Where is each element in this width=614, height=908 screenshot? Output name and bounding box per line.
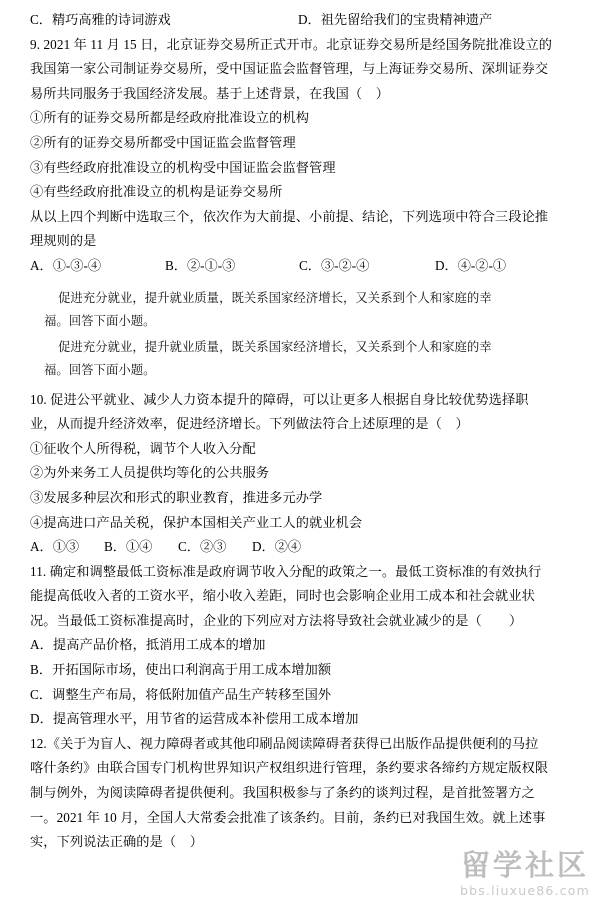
question-10-option-c: C．②③ (178, 539, 227, 555)
question-9-option-c: C．③-②-④ (299, 257, 370, 273)
watermark-title: 留学社区 (460, 848, 589, 882)
question-9-options (30, 254, 586, 279)
question-11-stem-line-2: 能提高低收入者的工资水平，缩小收入差距，同时也会影响企业用工成本和社会就业状 (30, 588, 535, 604)
question-11-option-b: B．开拓国际市场，使出口利润高于用工成本增加额 (30, 662, 332, 678)
question-9-option-d: D．④-②-① (435, 257, 507, 273)
question-9-option-a: A．①-③-④ (30, 257, 102, 273)
question-9-stem-line-5: 理规则的是 (30, 233, 97, 249)
question-10-option-a: A．①③ (30, 539, 80, 555)
watermark (450, 849, 600, 898)
question-10-stem-line-2: 业，从而提升经济效率，促进经济增长。下列做法符合上述原理的是（ ） (30, 416, 469, 432)
material-note-1-line-1: 促进充分就业，提升就业质量，既关系国家经济增长，又关系到个人和家庭的幸 (58, 289, 492, 305)
question-9-item-3: ③有些经政府批准设立的机构受中国证监会监督管理 (30, 159, 336, 175)
question-10-item-3: ③发展多种层次和形式的职业教育，推进多元办学 (30, 489, 323, 505)
material-note-2-line-1: 促进充分就业，提升就业质量，既关系国家经济增长，又关系到个人和家庭的幸 (58, 338, 492, 354)
question-11-option-a: A．提高产品价格，抵消用工成本的增加 (30, 637, 266, 653)
question-12-stem-line-1: 12.《关于为盲人、视力障碍者或其他印刷品阅读障碍者获得已出版作品提供便利的马拉 (30, 735, 539, 751)
question-12-stem-line-2: 喀什条约》由联合国专门机构世界知识产权组织进行管理，条约要求各缔约方规定版权限 (30, 760, 549, 776)
question-11-stem-line-1: 11. 确定和调整最低工资标准是政府调节收入分配的政策之一。最低工资标准的有效执行 (30, 563, 542, 579)
question-11-stem-line-3: 况。当最低工资标准提高时，企业的下列应对方法将导致社会就业减少的是（ ） (30, 612, 523, 628)
question-11-option-c: C．调整生产布局，将低附加值产品生产转移至国外 (30, 686, 332, 702)
question-10-option-b: B．①④ (104, 539, 153, 555)
question-10-stem-line-1: 10. 促进公平就业、减少人力资本提升的障碍，可以让更多人根据自身比较优势选择职 (30, 391, 529, 407)
watermark-url: bbs.liuxue86.com (459, 883, 590, 898)
option-c: C．精巧高雅的诗词游戏 (30, 12, 171, 27)
question-10-options (30, 535, 586, 560)
question-9-stem-line-3: 易所共同服务于我国经济发展。基于上述背景，在我国（ ） (30, 85, 390, 101)
question-9-stem-line-2: 我国第一家公司制证券交易所，受中国证监会监督管理，与上海证券交易所、深圳证券交 (30, 61, 549, 77)
material-note-2-line-2: 福。回答下面小题。 (44, 361, 156, 377)
question-12-stem-line-4: 一。2021 年 10 月，全国人大常委会批准了该条约。目前，条约已对我国生效。就上述事 (30, 809, 546, 825)
question-11-option-d: D．提高管理水平，用节省的运营成本补偿用工成本增加 (30, 711, 359, 727)
material-note-1-line-2: 福。回答下面小题。 (44, 312, 156, 328)
question-9-option-b: B．②-①-③ (165, 257, 236, 273)
question-10-option-d: D．②④ (252, 539, 302, 555)
question-10-item-1: ①征收个人所得税，调节个人收入分配 (30, 440, 256, 456)
question-10-item-4: ④提高进口产品关税，保护本国相关产业工人的就业机会 (30, 514, 363, 530)
question-12-stem-line-5: 实，下列说法正确的是（ ） (30, 834, 204, 850)
question-9-stem-line-4: 从以上四个判断中选取三个，依次作为大前提、小前提、结论，下列选项中符合三段论推 (30, 208, 549, 224)
question-10-item-2: ②为外来务工人员提供均等化的公共服务 (30, 465, 270, 481)
question-9-item-1: ①所有的证券交易所都是经政府批准设立的机构 (30, 110, 310, 126)
question-12-stem-line-3: 制与例外，为阅读障碍者提供便利。我国积极参与了条约的谈判过程，是首批签署方之 (30, 785, 535, 801)
question-9-item-4: ④有些经政府批准设立的机构是证券交易所 (30, 184, 283, 200)
question-9-stem-line-1: 9. 2021 年 11 月 15 日，北京证券交易所正式开市。北京证券交易所是经国务院批准设立的 (30, 36, 553, 52)
document-body (30, 8, 586, 855)
question-8-options (30, 8, 586, 33)
option-d: D．祖先留给我们的宝贵精神遗产 (298, 12, 493, 27)
question-9-item-2: ②所有的证券交易所都受中国证监会监督管理 (30, 134, 296, 150)
